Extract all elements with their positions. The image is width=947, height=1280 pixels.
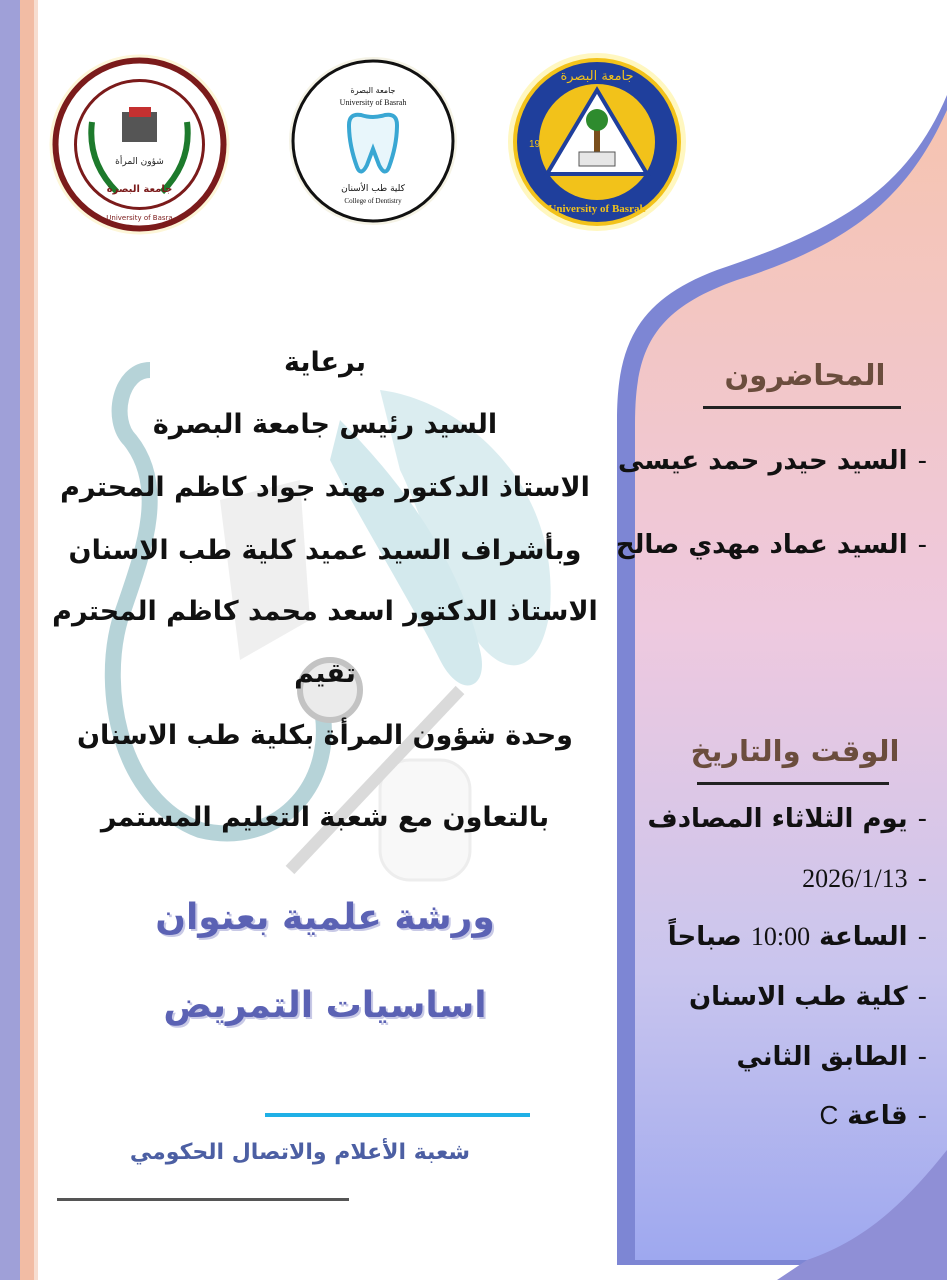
dash: - (917, 446, 927, 476)
svg-text:جامعة البصرة: جامعة البصرة (560, 69, 634, 84)
event-day (648, 804, 928, 834)
lecturer-name: السيد حيدر حمد عيسى (618, 446, 908, 476)
dash: - (917, 804, 927, 834)
svg-text:University of Basrah: University of Basrah (339, 98, 407, 107)
svg-text:College of Dentistry: College of Dentistry (344, 197, 402, 205)
time-value: 10:00 (750, 922, 811, 951)
event-floor (736, 1042, 927, 1072)
sponsor-line-8: بالتعاون مع شعبة التعليم المستمر (100, 802, 550, 833)
place-text: كلية طب الاسنان (688, 982, 908, 1012)
hall-prefix: قاعة (847, 1101, 908, 1131)
sponsor-line-2: السيد رئيس جامعة البصرة (152, 409, 498, 440)
sponsor-line-5: الاستاذ الدكتور اسعد محمد كاظم المحترم (52, 596, 598, 627)
sponsor-line-4: وبأشراف السيد عميد كلية طب الاسنان (68, 535, 582, 566)
sponsor-line-3: الاستاذ الدكتور مهند جواد كاظم المحترم (60, 472, 590, 503)
sponsor-line-1: برعاية (283, 347, 367, 378)
svg-text:شؤون المرأة: شؤون المرأة (115, 157, 164, 167)
sponsor-line-6: تقيم (294, 658, 356, 689)
dentistry-logo (287, 55, 459, 227)
time-date-rule (697, 782, 889, 785)
svg-text:University of Basra: University of Basra (106, 214, 173, 222)
workshop-title: اساسيات التمريض (163, 985, 487, 1026)
dash: - (917, 864, 927, 894)
hall-value: C (819, 1100, 839, 1130)
ministry-logo (47, 52, 232, 237)
event-time (668, 922, 927, 952)
svg-text:1964: 1964 (529, 139, 552, 150)
left-stripe-lavender (0, 0, 20, 1280)
date-text: 2026/1/13 (802, 864, 908, 893)
footer-department: شعبة الأعلام والاتصال الحكومي (129, 1140, 471, 1165)
workshop-label: ورشة علمية بعنوان (155, 897, 495, 938)
dash: - (917, 1042, 927, 1072)
event-hall (819, 1100, 927, 1131)
sponsor-line-7: وحدة شؤون المرأة بكلية طب الاسنان (77, 720, 573, 751)
event-date (802, 864, 927, 894)
svg-text:University of Basrah: University of Basrah (548, 203, 646, 215)
dash: - (917, 982, 927, 1012)
lecturer-item (616, 530, 927, 560)
lecturers-heading: المحاضرون (724, 358, 886, 392)
time-prefix: الساعة (819, 922, 908, 952)
svg-text:كلية طب الأسنان: كلية طب الأسنان (341, 184, 405, 194)
svg-text:جامعة البصرة: جامعة البصرة (106, 184, 173, 195)
left-stripe-peach (20, 0, 34, 1280)
floor-text: الطابق الثاني (736, 1042, 908, 1072)
svg-text:جامعة البصرة: جامعة البصرة (350, 86, 396, 95)
event-place (689, 982, 927, 1012)
dash: - (917, 530, 927, 560)
lecturer-name: السيد عماد مهدي صالح (615, 530, 908, 560)
time-date-heading: الوقت والتاريخ (690, 734, 900, 768)
lecturers-rule (703, 406, 901, 409)
basrah-logo (507, 52, 687, 232)
medical-illustration (40, 360, 600, 920)
dash: - (917, 922, 927, 952)
left-stripe-light (34, 0, 38, 1280)
time-suffix: صباحاً (667, 922, 742, 952)
day-text: يوم الثلاثاء المصادف (647, 804, 908, 834)
footer-dark-rule (57, 1198, 349, 1201)
dash: - (917, 1101, 927, 1131)
lecturer-item (618, 446, 927, 476)
footer-cyan-rule (265, 1113, 530, 1117)
